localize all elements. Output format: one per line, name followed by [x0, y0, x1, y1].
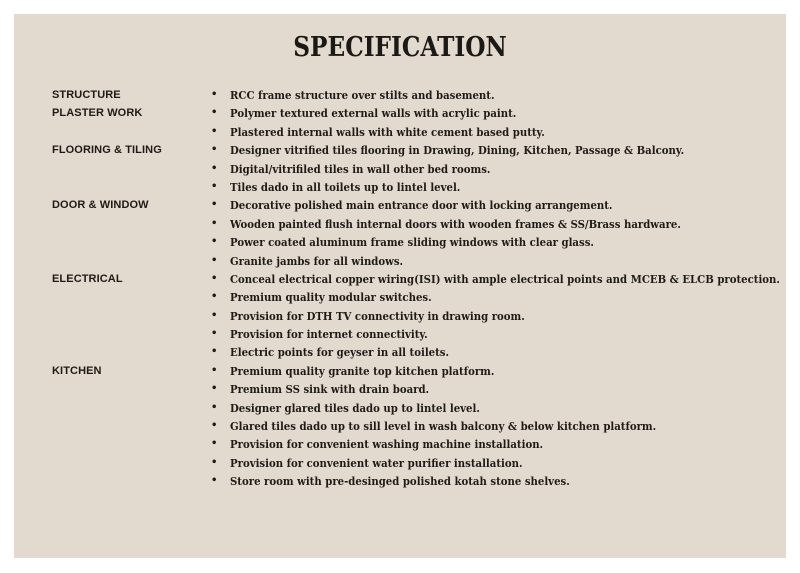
- spec-row: [14, 233, 786, 251]
- specification-list: [14, 86, 786, 491]
- bullet-icon: •: [211, 217, 218, 229]
- spec-item: Conceal electrical copper wiring(ISI) with ample electrical points and MCEB & ELCB protection.: [230, 271, 780, 286]
- spec-row: [14, 417, 786, 435]
- spec-row: [14, 288, 786, 306]
- bullet-icon: •: [211, 89, 218, 100]
- spec-row: [14, 123, 786, 141]
- bullet-icon: •: [211, 254, 218, 266]
- spec-item: Polymer textured external walls with acrylic paint.: [230, 106, 517, 121]
- spec-row: [14, 196, 786, 214]
- spec-item: Store room with pre-desinged polished kotah stone shelves.: [230, 474, 570, 489]
- bullet-icon: •: [211, 162, 218, 174]
- spec-row: [14, 343, 786, 361]
- spec-row: [14, 325, 786, 343]
- spec-row: [14, 454, 786, 472]
- spec-item: Wooden painted flush internal doors with wooden frames & SS/Brass hardware.: [230, 216, 681, 231]
- spec-row: [14, 380, 786, 398]
- spec-row: [14, 160, 786, 178]
- spec-row: [14, 178, 786, 196]
- bullet-icon: •: [211, 383, 218, 395]
- bullet-icon: •: [211, 401, 218, 413]
- section-label-door-window: DOOR & WINDOW: [52, 199, 149, 212]
- bullet-icon: •: [211, 309, 218, 321]
- bullet-icon: •: [211, 456, 218, 468]
- spec-row: [14, 252, 786, 270]
- bullet-icon: •: [211, 199, 218, 211]
- spec-row: [14, 362, 786, 380]
- spec-row: [14, 399, 786, 417]
- spec-item: Premium SS sink with drain board.: [230, 382, 430, 397]
- spec-item: Premium quality modular switches.: [230, 290, 432, 305]
- spec-item: Premium quality granite top kitchen platform.: [230, 363, 495, 378]
- spec-row: [14, 215, 786, 233]
- spec-item: Designer glared tiles dado up to lintel level.: [230, 400, 480, 415]
- bullet-icon: •: [211, 420, 218, 432]
- spec-item: Provision for convenient washing machine installation.: [230, 437, 544, 452]
- section-label-plaster-work: PLASTER WORK: [52, 107, 143, 120]
- bullet-icon: •: [211, 328, 218, 340]
- spec-item: RCC frame structure over stilts and basement.: [230, 88, 495, 102]
- spec-item: Plastered internal walls with white cement based putty.: [230, 124, 545, 139]
- bullet-icon: •: [211, 236, 218, 248]
- bullet-icon: •: [211, 438, 218, 450]
- spec-item: Glared tiles dado up to sill level in wash balcony & below kitchen platform.: [230, 419, 657, 434]
- spec-row: [14, 435, 786, 453]
- spec-item: Decorative polished main entrance door with locking arrangement.: [230, 198, 613, 213]
- bullet-icon: •: [211, 346, 218, 358]
- spec-item: Electric points for geyser in all toilets.: [230, 345, 450, 360]
- spec-row: [14, 86, 786, 104]
- specification-panel: [14, 14, 786, 558]
- spec-item: Granite jambs for all windows.: [230, 253, 404, 268]
- spec-row: [14, 141, 786, 159]
- spec-item: Designer vitrified tiles flooring in Drawing, Dining, Kitchen, Passage & Balcony.: [230, 143, 685, 158]
- spec-item: Tiles dado in all toilets up to lintel level.: [230, 179, 461, 194]
- section-label-flooring-tiling: FLOORING & TILING: [52, 144, 162, 157]
- spec-row: [14, 307, 786, 325]
- spec-item: Provision for convenient water purifier installation.: [230, 455, 523, 470]
- bullet-icon: •: [211, 272, 218, 284]
- section-label-electrical: ELECTRICAL: [52, 272, 123, 285]
- bullet-icon: •: [211, 107, 218, 119]
- bullet-icon: •: [211, 125, 218, 137]
- bullet-icon: •: [211, 180, 218, 192]
- section-label-kitchen: KITCHEN: [52, 364, 102, 377]
- spec-row: [14, 270, 786, 288]
- section-label-structure: STRUCTURE: [52, 89, 121, 101]
- spec-row: [14, 104, 786, 122]
- bullet-icon: •: [211, 475, 218, 487]
- spec-item: Digital/vitrifiled tiles in wall other bed rooms.: [230, 161, 491, 176]
- spec-row: [14, 472, 786, 490]
- spec-item: Power coated aluminum frame sliding windows with clear glass.: [230, 235, 594, 250]
- bullet-icon: •: [211, 144, 218, 156]
- spec-item: Provision for DTH TV connectivity in drawing room.: [230, 308, 525, 323]
- bullet-icon: •: [211, 364, 218, 376]
- page-title: SPECIFICATION: [293, 32, 507, 63]
- bullet-icon: •: [211, 291, 218, 303]
- spec-item: Provision for internet connectivity.: [230, 327, 428, 342]
